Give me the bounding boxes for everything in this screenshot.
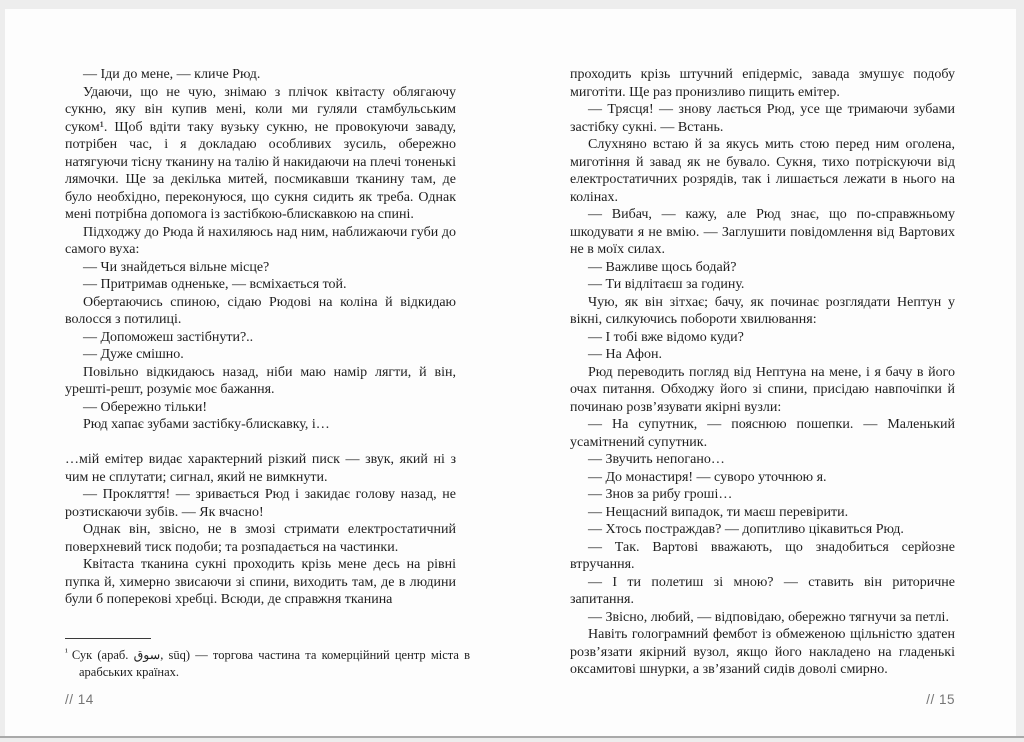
paragraph: — Обережно тільки! [83,399,207,415]
paragraph: — Ти відлітаєш за годину. [588,277,745,292]
page-number-left: // 14 [65,692,94,707]
paragraph: — І ти полетиш зі мною? — ставить він риторичне запитання. [570,574,955,607]
left-page-text [65,66,456,633]
right-page-text [570,66,955,684]
paragraph: Повільно відкидаюсь назад, ніби маю намір лягти, й він, урешті-решт, розуміє моє бажання. [65,364,456,397]
paragraph: Однак він, звісно, не в змозі стримати електростатичний поверхневий тиск подоби; та розпадається на частинки. [65,522,456,555]
footnote-text: Сук (араб. سوق, sūq) — торгова частина та комерційний центр міста в арабських країнах. [71,648,470,679]
paragraph: — До монастиря! — суворо уточнюю я. [588,469,827,485]
paragraph: — Дуже смішно. [83,347,184,362]
paragraph: Рюд хапає зубами застібку-блискавку, і… [83,417,330,432]
page-number-right: // 15 [926,692,955,707]
footnote-divider [65,638,151,639]
paragraph: — Так. Вартові вважають, що знадобиться серйозне втручання. [570,539,955,572]
page-bottom-edge [0,736,1024,738]
paragraph: — Притримав одненьке, — всміхається той. [83,277,347,292]
paragraph: — Трясця! — знову лається Рюд, усе ще тримаючи зубами застібку сукні. — Встань. [570,102,955,135]
paragraph: — Вибач, — кажу, але Рюд знає, що по-справжньому шкодувати я не вмію. — Заглушити повідомлення від Вартових не в моїх силах. [570,207,955,257]
paragraph: — Важливе щось бодай? [588,259,737,275]
paragraph: — І тобі вже відомо куди? [588,329,744,345]
paragraph: — На Афон. [588,347,662,362]
paragraph: Слухняно встаю й за якусь мить стою перед ним оголена, миготіння й завад як не бувало. Сукня, тихо потріскуючи від електростатичних розрядів, так і лишається лежати в нього на колінах. [570,137,955,205]
paragraph: — Знов за рибу гроші… [588,487,733,502]
footnote [65,645,470,680]
paragraph: Рюд переводить погляд від Нептуна на мене, і я бачу в його очах питання. Обходжу його зі спини, присідаю навпочіпки й починаю розв’язувати якірні вузли: [570,364,955,415]
paragraph: Удаючи, що не чую, знімаю з плічок квітасту облягаючу сукню, яку він купив мені, коли ми гуляли стамбульським суком¹. Щоб вдіти таку вузьку сукню, не провокуючи заваду, потрібен час, і я докладаю особливих зусиль, обережно натягуючи тісну тканину на талію й накидаючи на плечі тоненькі лямочки. Ще за декілька митей, посмикавши тканину там, де було необхідно, переконуюся, що сукня сидить як треба. Однак мені потрібна допомога із застібкою-блискавкою на спині. [65,84,456,222]
paragraph: — Нещасний випадок, ти маєш перевірити. [588,504,849,520]
footnote-marker: ¹ [65,648,68,658]
paragraph: …мій емітер видає характерний різкий писк — звук, який ні з чим не сплутати; сигнал, який не вимкнути. [65,452,456,485]
paragraph: — Прокляття! — зривається Рюд і закидає голову назад, не розтискаючи зубів. — Як вчасно! [65,487,456,520]
book-spread [5,9,1016,736]
paragraph: Підходжу до Рюда й нахиляюсь над ним, наближаючи губи до самого вуха: [65,224,456,257]
paragraph: Чую, як він зітхає; бачу, як починає розглядати Нептун у вікні, силкуючись побороти хвилювання: [570,294,955,327]
paragraph: — Допоможеш застібнути?.. [83,329,254,345]
paragraph: — На супутник, — пояснюю пошепки. — Маленький усамітнений супутник. [570,417,955,450]
paragraph: — Хтось постраждав? — допитливо цікавиться Рюд. [588,522,904,537]
paragraph: Обертаючись спиною, сідаю Рюдові на коліна й відкидаю волосся з потилиці. [65,294,456,327]
paragraph: — Чи знайдеться вільне місце? [83,259,270,275]
paragraph: Квітаста тканина сукні проходить крізь мене десь на рівні пупка й, химерно звисаючи зі спини, виходить там, де в людини були б поперекові хребці. Всюди, де справжня тканина [65,557,456,607]
paragraph: проходить крізь штучний епідерміс, завада змушує подобу миготіти. Ще раз пронизливо пищить емітер. [570,67,955,100]
paragraph: — Звучить непогано… [588,452,725,467]
paragraph: — Звісно, любий, — відповідаю, обережно тягнучи за петлі. [588,609,949,625]
paragraph: — Іди до мене, — кличе Рюд. [83,67,261,82]
paragraph: Навіть голограмний фембот із обмеженою щільністю здатен розв’язати якірний вузол, якщо його накладено на гладенькі оксамитові шнурки, а зв’язаний сидів доволі смирно. [570,627,955,677]
